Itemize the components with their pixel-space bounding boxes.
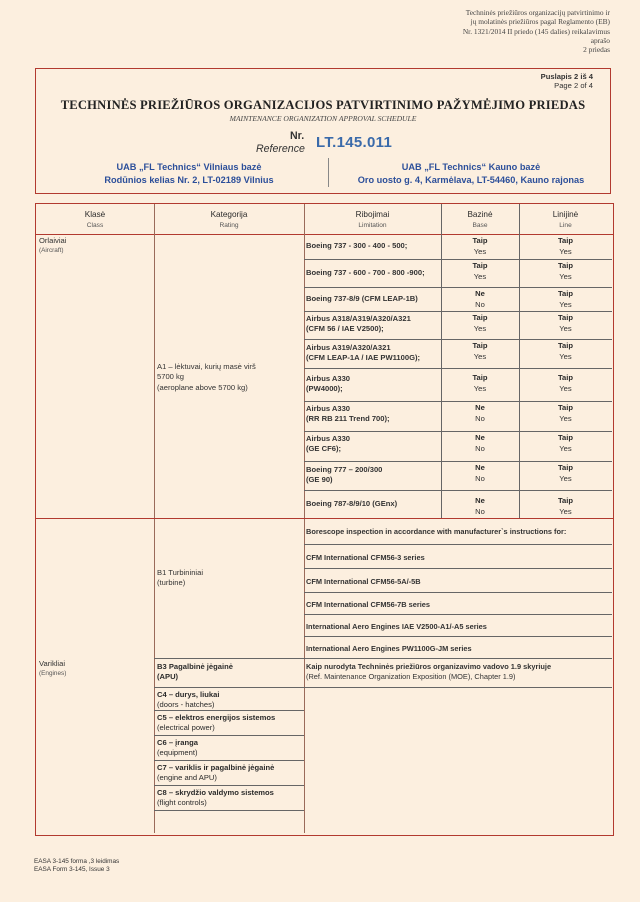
limitation-detail: (RR RB 211 Trend 700); — [306, 414, 390, 424]
base-value: Ne — [475, 289, 485, 298]
class-label: Orlaiviai — [39, 236, 67, 245]
engine-limitation-row: International Aero Engines IAE V2500-A1/-A5 series — [304, 616, 612, 637]
schedule-header — [35, 68, 611, 194]
rating-b3 — [154, 660, 304, 688]
limitation: Boeing 737 - 600 - 700 - 800 -900; — [306, 268, 425, 277]
rating-c8 — [154, 787, 304, 811]
rating-line: A1 – lėktuvai, kurių masė virš — [157, 362, 256, 371]
limitation-detail: (CFM LEAP-1A / IAE PW1100G); — [306, 353, 421, 363]
limitation: Airbus A319/A320/A321 — [306, 343, 391, 352]
base-name: UAB „FL Technics“ Vilniaus bazė — [116, 162, 262, 172]
limitation: Boeing 737 - 300 - 400 - 500; — [306, 241, 408, 250]
page-number-lt: Puslapis 2 iš 4 — [540, 72, 593, 81]
limitation-detail: (Ref. Maintenance Organization Exposition (MOE), Chapter 1.9) — [306, 672, 516, 682]
line-value: Taip — [557, 236, 574, 245]
col-label-lt: Bazinė — [467, 210, 493, 219]
class-label-en: (Engines) — [39, 670, 67, 678]
document-subtitle: MAINTENANCE ORGANIZATION APPROVAL SCHEDULE — [229, 114, 417, 123]
note-line: 2 priedas — [583, 45, 610, 55]
rating-line: (APU) — [157, 672, 179, 682]
class-engines — [39, 659, 66, 680]
base-value-en: Yes — [473, 324, 487, 333]
line-value: Taip — [557, 289, 574, 298]
limitation-detail: (PW4000); — [306, 384, 343, 394]
base-value: Ne — [475, 403, 485, 412]
line-value: Taip — [557, 463, 574, 472]
rating-line: (turbine) — [157, 578, 186, 588]
rating-c5 — [154, 712, 304, 736]
engine-limitation-row: CFM International CFM56-5A/-5B — [304, 570, 612, 593]
table-row — [304, 432, 612, 462]
line-value-en: Yes — [559, 474, 572, 483]
limitation-detail: (GE 90) — [306, 475, 333, 485]
base-address: Rodūnios kelias Nr. 2, LT-02189 Vilnius — [104, 175, 274, 185]
line-value-en: Yes — [559, 384, 572, 393]
limitation-detail: (GE CF6); — [306, 444, 342, 454]
base-value-en: Yes — [473, 272, 487, 281]
rating-c7 — [154, 762, 304, 786]
base-value-en: Yes — [473, 384, 487, 393]
line-value-en: Yes — [559, 507, 572, 516]
line-value-en: Yes — [559, 300, 572, 309]
rating-line: (doors - hatches) — [157, 700, 215, 710]
line-value-en: Yes — [559, 324, 572, 333]
limitation: Boeing 777 – 200/300 — [306, 465, 383, 474]
col-line — [519, 204, 612, 234]
reference-label: Reference — [256, 143, 305, 155]
base-value: Ne — [475, 433, 485, 442]
approval-table — [35, 203, 614, 836]
table-row — [304, 312, 612, 340]
rating-line: (engine and APU) — [157, 773, 217, 783]
rating-line: (equipment) — [157, 748, 198, 758]
base-value-en: No — [475, 414, 485, 423]
table-row — [304, 462, 612, 491]
note-line: Techninės priežiūros organizacijų patvirtinimo ir — [465, 8, 610, 17]
line-value-en: Yes — [559, 272, 572, 281]
rating-line: B3 Pagalbinė jėgainė — [157, 662, 233, 671]
note-line: aprašo — [590, 35, 610, 45]
col-rating — [154, 204, 304, 234]
engine-limitation-row: Borescope inspection in accordance with manufacturer`s instructions for: — [304, 519, 612, 545]
class-label: Varikliai — [39, 659, 66, 668]
divider — [328, 158, 329, 187]
class-label-en: (Aircraft) — [39, 247, 64, 255]
rating-a1 — [157, 362, 302, 393]
col-label-en: Limitation — [358, 222, 387, 229]
table-row — [304, 235, 612, 260]
table-row — [304, 491, 612, 518]
base-value: Taip — [472, 236, 488, 245]
base-value: Ne — [475, 496, 485, 505]
line-value: Taip — [557, 403, 574, 412]
rating-line: C5 – elektros energijos sistemos — [157, 713, 276, 722]
base-value: Taip — [472, 313, 488, 322]
page-number-en: Page 2 of 4 — [554, 81, 593, 91]
col-label-en: Base — [472, 222, 488, 229]
limitation: Airbus A318/A319/A320/A321 — [306, 314, 411, 323]
engine-limitation-row: International Aero Engines PW1100G-JM series — [304, 638, 612, 659]
col-limitation — [304, 204, 441, 234]
col-label-en: Line — [559, 222, 572, 229]
line-value-en: Yes — [559, 444, 572, 453]
base-vilnius — [64, 161, 314, 187]
line-value: Taip — [557, 341, 574, 350]
b3-limitation — [304, 660, 612, 688]
rating-line: (electrical power) — [157, 723, 215, 733]
line-value: Taip — [557, 373, 574, 382]
note-line: jų molatinės priežiūros pagal Reglamento (EB) — [470, 17, 610, 27]
engine-limitation-row: CFM International CFM56-7B series — [304, 594, 612, 615]
col-label-lt: Kategorija — [210, 210, 248, 219]
rating-b1-box — [154, 519, 304, 659]
rating-line: C8 – skrydžio valdymo sistemos — [157, 788, 274, 797]
document-title: TECHNINĖS PRIEŽIŪROS ORGANIZACIJOS PATVIRTINIMO PAŽYMĖJIMO PRIEDAS — [60, 98, 586, 112]
base-value: Ne — [475, 463, 485, 472]
col-label-lt: Linijinė — [552, 210, 579, 219]
nr-label: Nr. — [290, 130, 305, 142]
limitation: Boeing 787-8/9/10 (GEnx) — [306, 499, 398, 508]
class-aircraft — [39, 236, 66, 257]
limitation: Airbus A330 — [306, 434, 351, 443]
line-value-en: Yes — [559, 352, 572, 361]
col-label-lt: Klasė — [84, 210, 106, 219]
table-row — [304, 369, 612, 402]
rating-line: B1 Turbininiai — [157, 568, 204, 577]
base-value: Taip — [472, 261, 488, 270]
footer-en: EASA Form 3-145, Issue 3 — [34, 865, 110, 873]
base-value-en: Yes — [473, 352, 487, 361]
limitation: Airbus A330 — [306, 374, 351, 383]
base-value-en: No — [475, 507, 485, 516]
line-value: Taip — [557, 261, 574, 270]
base-value: Taip — [472, 373, 488, 382]
form-reference-note — [410, 8, 610, 54]
rating-line: 5700 kg — [157, 372, 185, 382]
limitation: Boeing 737-8/9 (CFM LEAP-1B) — [306, 294, 418, 303]
base-value: Taip — [472, 341, 488, 350]
line-value: Taip — [557, 496, 574, 505]
page-number — [541, 72, 593, 91]
engine-limitation-row: CFM International CFM56-3 series — [304, 546, 612, 569]
col-label-en: Class — [86, 222, 104, 229]
limitation-detail: (CFM 56 / IAE V2500); — [306, 324, 384, 334]
base-kaunas — [336, 161, 606, 187]
base-value-en: No — [475, 474, 485, 483]
base-value-en: No — [475, 444, 485, 453]
rating-line: C7 – variklis ir pagalbinė jėgainė — [157, 763, 275, 772]
rating-c4 — [154, 689, 304, 711]
rating-line: C6 – įranga — [157, 738, 198, 747]
note-line: Nr. 1321/2014 II priedo (145 dalies) reikalavimus — [462, 26, 610, 36]
footer-lt: EASA 3-145 forma ,3 leidimas — [34, 858, 120, 865]
rating-line: (aeroplane above 5700 kg) — [157, 382, 248, 392]
base-value-en: Yes — [473, 247, 487, 256]
line-value: Taip — [557, 433, 574, 442]
table-row — [304, 340, 612, 369]
rating-line: C4 – durys, liukai — [157, 690, 220, 699]
rating-line: (flight controls) — [157, 798, 207, 808]
limitation: Kaip nurodyta Techninės priežiūros organizavimo vadovo 1.9 skyriuje — [306, 662, 552, 671]
reference-number: LT.145.011 — [316, 134, 393, 151]
line-value-en: Yes — [559, 414, 572, 423]
rating-c6 — [154, 737, 304, 761]
base-value-en: No — [475, 300, 485, 309]
col-label-en: Rating — [219, 222, 239, 229]
col-class — [36, 204, 154, 234]
col-base — [441, 204, 519, 234]
limitation: Airbus A330 — [306, 404, 351, 413]
base-name: UAB „FL Technics“ Kauno bazė — [401, 162, 541, 172]
table-row — [304, 402, 612, 432]
table-row — [304, 260, 612, 288]
line-value-en: Yes — [559, 247, 572, 256]
line-value: Taip — [557, 313, 574, 322]
table-row — [304, 288, 612, 312]
col-label-lt: Ribojimai — [355, 210, 390, 219]
form-footer — [34, 858, 119, 874]
base-address: Oro uosto g. 4, Karmėlava, LT-54460, Kauno rajonas — [357, 175, 585, 185]
